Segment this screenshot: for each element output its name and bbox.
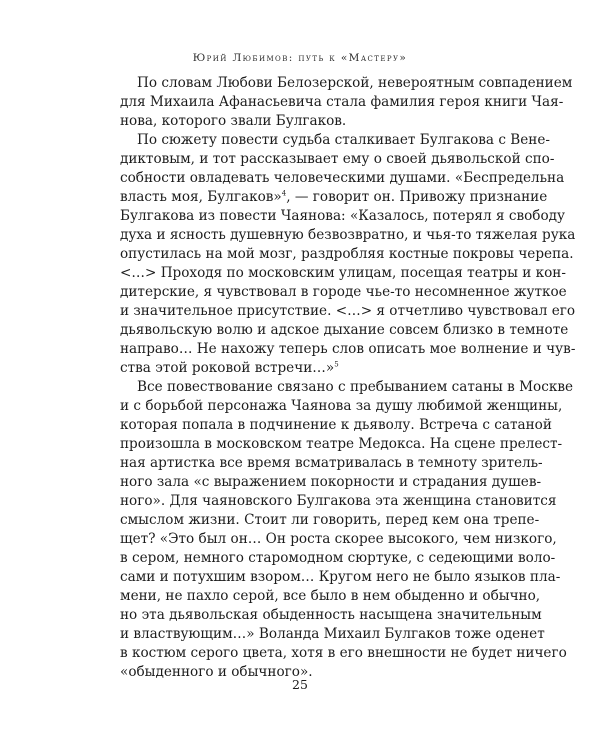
text-line: и властвующим…» Воланда Михаил Булгаков тоже оденет	[120, 626, 545, 642]
text-fragment: власть моя, Булгаков»	[120, 189, 282, 205]
text-line: для Михаила Афанасьевича стала фамилия героя книги Чая-	[120, 94, 564, 110]
footnote-marker: 5	[334, 360, 339, 369]
text-line: смыслом жизни. Стоит ли говорить, перед кем она трепе-	[120, 512, 540, 528]
text-line-with-footnote	[120, 359, 474, 378]
text-line: диктовым, и тот рассказывает ему о своей дьявольской спо-	[120, 151, 555, 167]
text-line: ного». Для чаяновского Булгакова эта женщина становится	[120, 493, 557, 509]
text-line: сами и потухшим взором… Кругом него не было языков пла-	[120, 569, 561, 585]
text-line: направо… Не нахожу теперь слов описать мое волнение и чув-	[120, 341, 576, 357]
text-line-with-footnote	[120, 188, 548, 207]
text-fragment: ства этой роковой встречи…»	[120, 360, 335, 376]
text-line: и с борьбой персонажа Чаянова за душу любимой женщины,	[120, 398, 563, 414]
text-line: в сером, немного старомодном сюртуке, с седеющими воло-	[120, 550, 556, 566]
text-line: Булгакова из повести Чаянова: «Казалось, потерял я свободу	[120, 208, 566, 224]
page-number: 25	[292, 677, 308, 692]
footnote-marker: 4	[281, 189, 287, 198]
text-line: произошла в московском театре Медокса. На сцене прелест-	[120, 436, 563, 452]
text-line: дитерские, я чувствовал в городе чье-то несомненное жуткое	[120, 284, 567, 300]
running-header: Юрий Любимов: путь к «Мастеру»	[192, 52, 408, 64]
text-fragment: , — говорит он. Привожу признание	[286, 189, 548, 205]
text-line: ная артистка все время всматривалась в темноту зритель-	[120, 455, 543, 471]
text-line: мени, не пахло серой, все было в нем обыденно и обычно,	[120, 588, 541, 604]
text-line: «обыденного и обычного».	[120, 664, 313, 680]
text-line: которая попала в подчинение к дьяволу. Встреча с сатаной	[120, 417, 552, 433]
body-text	[120, 74, 576, 682]
text-line: и значительное присутствие. <…> я отчетливо чувствовал его	[120, 303, 576, 319]
text-line: в костюм серого цвета, хотя в его внешности не будет ничего	[120, 645, 567, 661]
text-line: Все повествование связано с пребыванием сатаны в Москве	[137, 379, 574, 395]
text-line: ного зала «с выражением покорности и страдания душев-	[120, 474, 542, 490]
text-line: но эта дьявольская обыденность насыщена значительным	[120, 607, 542, 623]
text-line: дьявольскую волю и адское дыхание совсем близко в темноте	[120, 322, 569, 338]
text-line: щет? «Это был он… Он роста скорее высокого, чем низкого,	[120, 531, 557, 547]
text-line: <…> Проходя по московским улицам, посещая театры и кон-	[120, 265, 566, 281]
text-line: духа и ясность душевную безвозвратно, и чья-то тяжелая рука	[120, 227, 576, 243]
text-line: По словам Любови Белозерской, невероятным совпадением	[137, 75, 573, 91]
text-line: собности овладевать человеческими душами. «Беспредельна	[120, 170, 565, 186]
text-line: нова, которого звали Булгаков.	[120, 113, 347, 129]
text-line: опустилась на мой мозг, раздробляя костные покровы черепа.	[120, 246, 574, 262]
text-line: По сюжету повести судьба сталкивает Булгакова с Вене-	[137, 132, 550, 148]
